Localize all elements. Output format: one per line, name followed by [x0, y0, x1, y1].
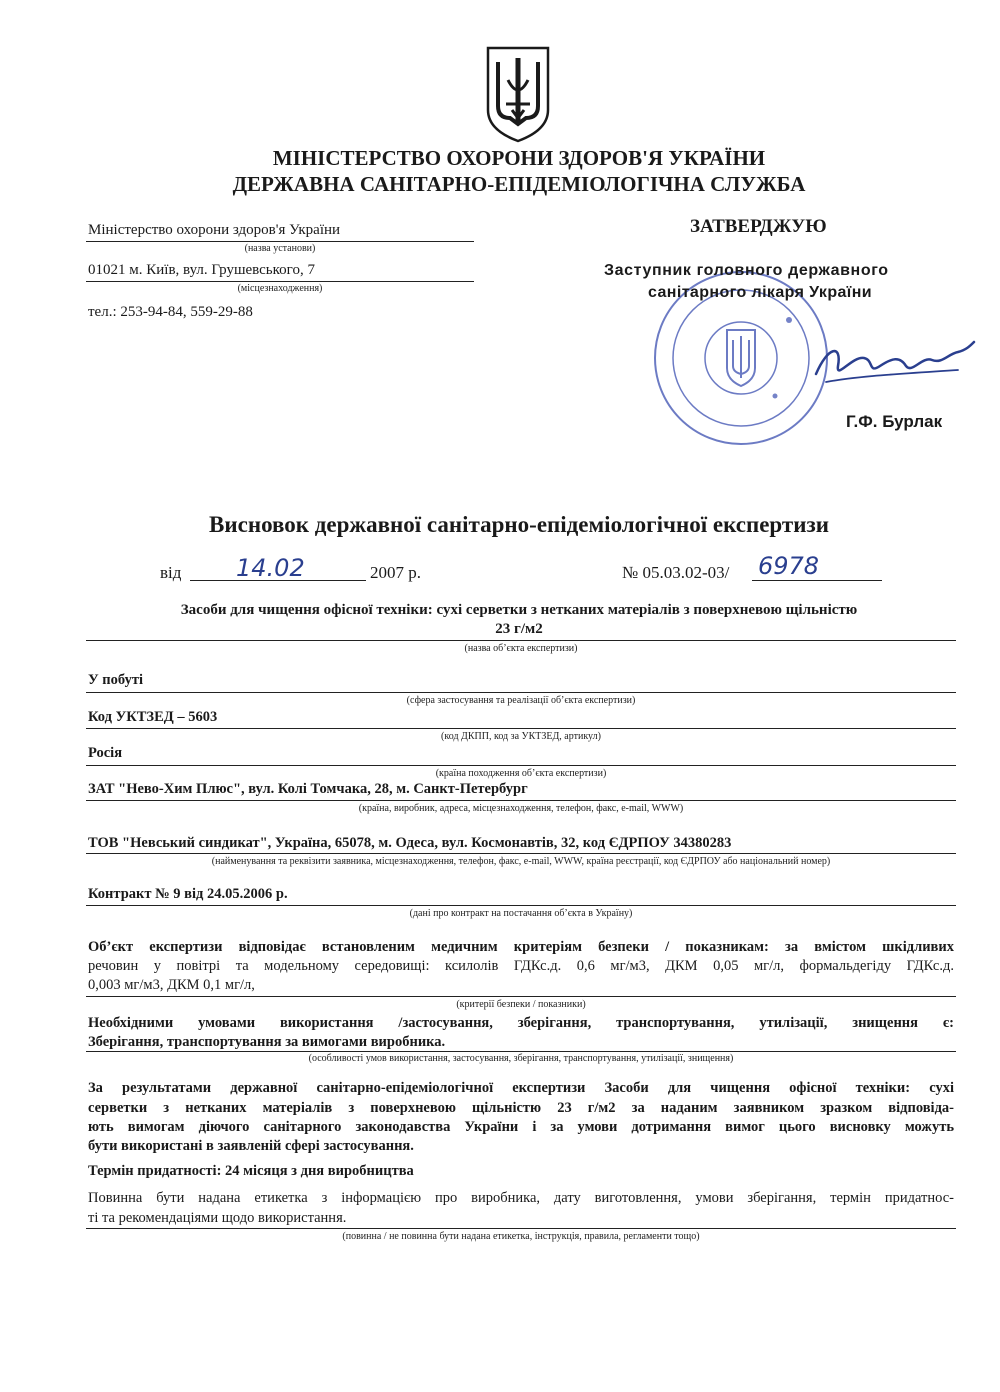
approval-position-line2: санітарного лікаря України [648, 284, 873, 301]
number-prefix: № 05.03.02-03/ [622, 563, 730, 582]
institution-address-rule [86, 281, 474, 282]
contract-value: Контракт № 9 від 24.05.2006 р. [88, 886, 288, 902]
conditions-rule [86, 1051, 956, 1052]
criteria-line2: речовин у повітрі та модельному середовищі: ксилолів ГДКс.д. 0,6 мг/м3, ДКМ 0,05 мг/л, формальдегіду ГДКс.д. [88, 958, 954, 974]
object-caption: (назва об’єкта експертизи) [464, 643, 578, 654]
ministry-heading: МІНІСТЕРСТВО ОХОРОНИ ЗДОРОВ'Я УКРАЇНИ [272, 146, 766, 170]
date-handwritten: 14.02 [236, 554, 305, 582]
object-line1: Засоби для чищення офісної техніки: сухі серветки з нетканих матеріалів з поверхневою щільністю [180, 602, 858, 618]
conclusion-line2: серветки з нетканих матеріалів з поверхневою щільністю 23 г/м2 за наданим заявником зразком відповіда- [88, 1100, 954, 1116]
manufacturer-value: ЗАТ "Нево-Хим Плюс", вул. Колі Томчака, 28, м. Санкт-Петербург [88, 781, 528, 797]
usage-rule [86, 692, 956, 693]
conclusion-line4: бути використані в заявленій сфері застосування. [88, 1138, 414, 1154]
contract-rule [86, 905, 956, 906]
signature [808, 326, 978, 396]
approval-position-line1: Заступник головного державного [604, 262, 889, 279]
institution-address: 01021 м. Київ, вул. Грушевського, 7 [88, 262, 315, 278]
approval-title: ЗАТВЕРДЖУЮ [690, 216, 827, 237]
criteria-caption: (критерії безпеки / показники) [456, 999, 586, 1010]
institution-phone: тел.: 253-94-84, 559-29-88 [88, 304, 253, 320]
shelf-life: Термін придатності: 24 місяця з дня виробництва [88, 1163, 414, 1179]
object-rule [86, 640, 956, 641]
code-caption: (код ДКПП, код за УКТЗЕД, артикул) [441, 731, 601, 742]
manufacturer-caption: (країна, виробник, адреса, місцезнаходження, телефон, факс, e-mail, WWW) [358, 803, 684, 814]
number-rule [752, 580, 882, 581]
contract-caption: (дані про контракт на постачання об’єкта в Україну) [409, 908, 633, 919]
institution-address-caption: (місцезнаходження) [237, 283, 323, 294]
criteria-line3: 0,003 мг/м3, ДКМ 0,1 мг/л, [88, 977, 255, 993]
object-line2: 23 г/м2 [495, 621, 543, 637]
service-heading: ДЕРЖАВНА САНІТАРНО-ЕПІДЕМІОЛОГІЧНА СЛУЖБА [232, 172, 806, 196]
code-value: Код УКТЗЕД – 5603 [88, 709, 218, 725]
document-title: Висновок державної санітарно-епідеміологічної експертизи [209, 512, 829, 537]
institution-name-rule [86, 241, 474, 242]
institution-name: Міністерство охорони здоров'я України [88, 222, 341, 238]
conditions-line1: Необхідними умовами використання /застосування, зберігання, транспортування, утилізації, знищення є: [88, 1015, 954, 1031]
applicant-caption: (найменування та реквізити заявника, місцезнаходження, телефон, факс, e-mail, WWW, країна реєстрації, код ЄДРПОУ або національний номер) [211, 856, 831, 867]
applicant-value: ТОВ "Невський синдикат", Україна, 65078, м. Одеса, вул. Космонавтів, 32, код ЄДРПОУ 34380283 [88, 835, 732, 851]
number-handwritten: 6978 [758, 552, 820, 580]
conditions-caption: (особливості умов використання, застосування, зберігання, транспортування, утилізації, знищення) [308, 1053, 734, 1064]
conclusion-line1: За результатами державної санітарно-епідеміологічної експертизи Засоби для чищення офісної техніки: сухі [88, 1080, 954, 1096]
country-value: Росія [88, 745, 123, 761]
label-rule [86, 1228, 956, 1229]
usage-value: У побуті [88, 672, 143, 688]
approval-signer: Г.Ф. Бурлак [846, 412, 943, 431]
manufacturer-rule [86, 800, 956, 801]
country-caption: (країна походження об’єкта експертизи) [435, 768, 607, 779]
code-rule [86, 728, 956, 729]
coat-of-arms-icon [484, 44, 552, 144]
criteria-rule [86, 996, 956, 997]
applicant-rule [86, 853, 956, 854]
label-caption: (повинна / не повинна бути надана етикетка, інструкція, правила, регламенти тощо) [342, 1231, 700, 1242]
label-line2: ті та рекомендаціями щодо використання. [88, 1210, 347, 1226]
criteria-line1 [88, 938, 954, 956]
conclusion-line3: ють вимогам діючого санітарного законодавства України і за умови дотримання вимог цього висновку можуть [88, 1119, 954, 1135]
usage-caption: (сфера застосування та реалізації об’єкта експертизи) [406, 695, 636, 706]
criteria-line1-text: Об’єкт експертизи відповідає встановленим медичним критеріям безпеки / показникам: за вмістом шкідливих [88, 939, 954, 955]
institution-name-caption: (назва установи) [244, 243, 316, 254]
country-rule [86, 765, 956, 766]
conditions-line2: Зберігання, транспортування за вимогами виробника. [88, 1034, 446, 1050]
date-prefix: від [160, 563, 182, 582]
label-line1: Повинна бути надана етикетка з інформацією про виробника, дату виготовлення, умови зберігання, термін придатнос- [88, 1190, 954, 1206]
date-year: 2007 р. [370, 563, 421, 582]
